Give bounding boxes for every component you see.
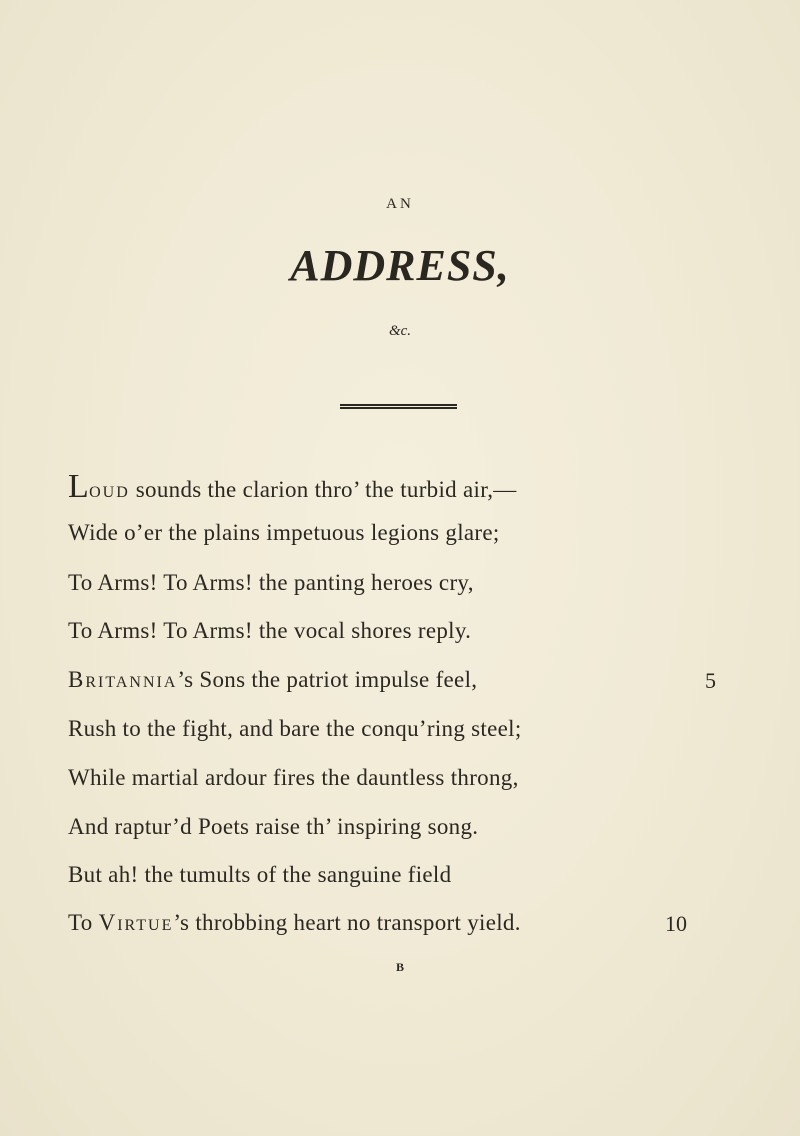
verse-text: ’s Sons the patriot impulse feel,	[177, 667, 478, 692]
heading-an: AN	[386, 196, 414, 212]
line-number-10: 10	[665, 911, 687, 936]
verse-text: To	[68, 910, 99, 935]
signature-mark: B	[395, 960, 404, 974]
drop-capital: L	[68, 468, 90, 505]
verse-line-6: Rush to the fight, and bare the conqu’ring steel;	[68, 716, 522, 741]
small-caps-text: Britannia	[68, 667, 178, 692]
verse-line-3: To Arms! To Arms! the panting heroes cry,	[68, 570, 474, 595]
verse-line-1	[68, 470, 517, 504]
verse-line-10	[68, 910, 521, 936]
verse-line-9: But ah! the tumults of the sanguine field	[68, 862, 452, 887]
line-number-5: 5	[705, 668, 716, 693]
verse-line-7: While martial ardour fires the dauntless throng,	[68, 765, 519, 790]
small-caps-text: Virtue	[98, 910, 174, 935]
verse-line-8: And raptur’d Poets raise th’ inspiring song.	[68, 814, 479, 839]
decorative-rule	[340, 404, 457, 409]
heading-subtitle: &c.	[388, 323, 412, 339]
small-caps-text: oud	[89, 477, 130, 502]
verse-text: ’s throbbing heart no transport yield.	[173, 910, 521, 935]
verse-line-4: To Arms! To Arms! the vocal shores reply.	[68, 618, 472, 643]
verse-line-5	[68, 667, 477, 693]
verse-text: sounds the clarion thro’ the turbid air,—	[129, 477, 517, 502]
page-title: ADDRESS,	[290, 241, 510, 290]
verse-line-2: Wide o’er the plains impetuous legions glare;	[68, 520, 500, 545]
